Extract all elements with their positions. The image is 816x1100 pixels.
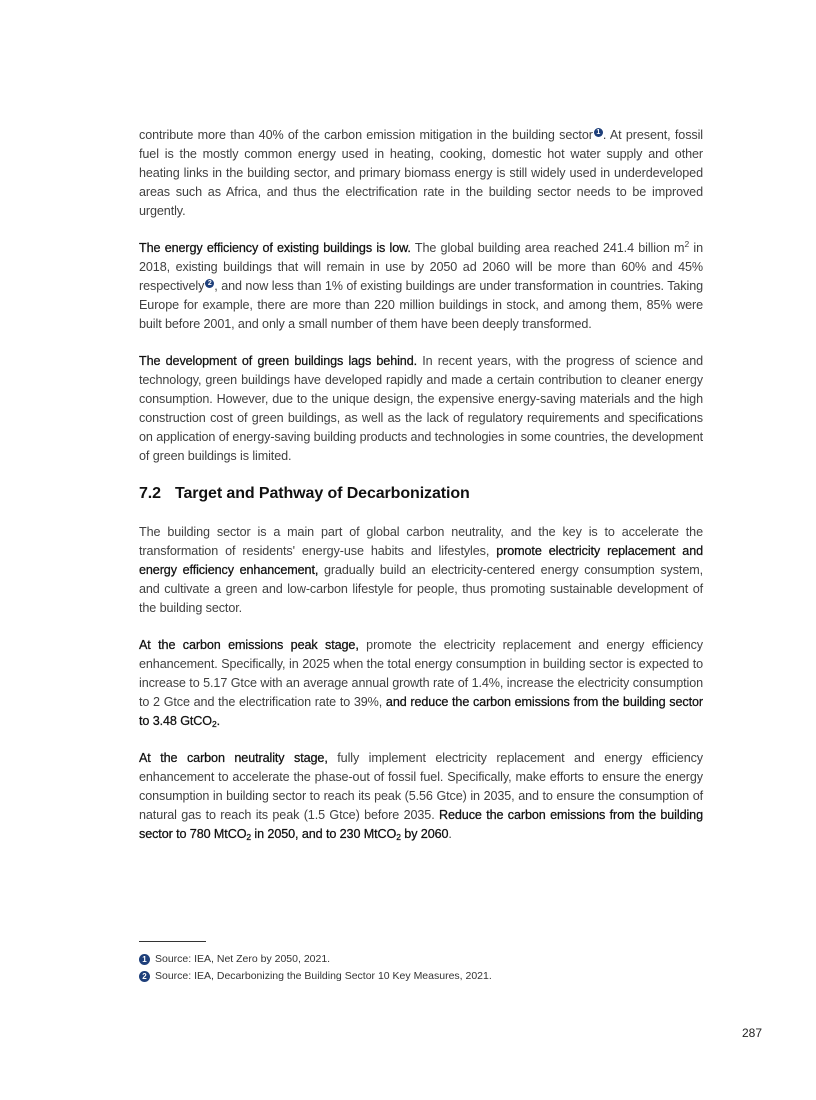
footnote-marker-2[interactable]: 2 — [205, 279, 214, 288]
paragraph-3 — [139, 352, 703, 466]
footnote-marker-1[interactable]: 1 — [594, 128, 603, 137]
text: The global building area reached 241.4 billion m — [410, 241, 685, 255]
text: Reduce the carbon emissions from the building sector to 780 MtCO — [139, 808, 703, 841]
text: The building sector is a main part of global carbon neutrality, and the key is to accelerate the transformation of residents' energy-use habits and lifestyles, — [139, 525, 703, 558]
paragraph-5 — [139, 636, 703, 731]
text: gradually build an electricity-centered energy consumption system, and cultivate a green and low-carbon lifestyle for people, thus promoting sustainable development of the building sector. — [139, 563, 704, 615]
text: and reduce the carbon emissions from the building sector to 3.48 GtCO — [139, 695, 704, 728]
footnote-divider — [139, 941, 206, 942]
text: fully implement electricity replacement and energy efficiency enhancement to accelerate the phase-out of fossil fuel. Specifically, make efforts to ensure the energy consumption in building sector to reach its peak (5.56 Gtce) in 2035, and to ensure the consumption of natural gas to reach its peak (1.5 Gtce) before 2035. — [139, 751, 703, 822]
subscript: 2 — [212, 719, 217, 729]
lead-sentence: At the carbon neutrality stage, — [139, 751, 328, 765]
footnote-1 — [139, 951, 703, 968]
text: . — [216, 714, 221, 728]
lead-sentence: At the carbon emissions peak stage, — [139, 638, 359, 652]
text: in 2018, existing buildings that will remain in use by 2050 ad 2060 will be more than 60% and 45% respectively — [139, 241, 703, 293]
text: in 2050, and to 230 MtCO — [251, 827, 397, 841]
footnote-2 — [139, 968, 703, 985]
page-number: 287 — [742, 1026, 763, 1040]
footnote-number-icon: 1 — [139, 954, 150, 965]
text: by 2060 — [400, 827, 449, 841]
lead-sentence: The development of green buildings lags behind. — [139, 354, 418, 368]
paragraph-2 — [139, 239, 703, 334]
text: promote the electricity replacement and energy efficiency enhancement. Specifically, in 2025 when the total energy consumption in building sector is expected to increase to 5.17 Gtce with an average annual growth rate of 1.4%, increase the electricity consumption to 2 Gtce and the electrification rate to 39%, — [139, 638, 704, 709]
section-number: 7.2 — [139, 485, 161, 502]
text: . At present, fossil fuel is the mostly common energy used in heating, cooking, domestic hot water supply and other heating links in the building sector, and primary biomass energy is still widely used in underdeveloped areas such as Africa, and thus the electrification rate in the building sector needs to be improved urgently. — [139, 128, 703, 218]
main-content — [139, 126, 703, 862]
footnote-text: Source: IEA, Decarbonizing the Building Sector 10 Key Measures, 2021. — [155, 970, 492, 982]
section-title: Target and Pathway of Decarbonization — [174, 485, 470, 502]
footnote-number-icon: 2 — [139, 971, 150, 982]
superscript: 2 — [684, 239, 690, 249]
text: , and now less than 1% of existing buildings are under transformation in countries. Taking Europe for example, there are more than 220 million buildings in stock, and among them, 85% were built before 2001, and only a small number of them have been deeply transformed. — [139, 279, 703, 331]
text: In recent years, with the progress of science and technology, green buildings have developed rapidly and made a certain contribution to cleaner energy consumption. However, due to the unique design, the expensive energy-saving materials and the high construction cost of green buildings, as well as the lack of regulatory requirements and specifications on application of energy-saving building products and technologies in some countries, the development of green buildings is limited. — [139, 354, 703, 463]
paragraph-4 — [139, 523, 703, 618]
text: contribute more than 40% of the carbon emission mitigation in the building sector — [139, 128, 593, 142]
lead-sentence: The energy efficiency of existing buildings is low. — [139, 241, 411, 255]
subscript: 2 — [396, 832, 401, 842]
section-heading — [139, 484, 703, 504]
text: . — [448, 827, 452, 841]
paragraph-1 — [139, 126, 703, 221]
footnotes — [139, 951, 703, 985]
emphasis: promote electricity replacement and energy efficiency enhancement, — [139, 544, 703, 577]
footnote-text: Source: IEA, Net Zero by 2050, 2021. — [155, 953, 331, 965]
subscript: 2 — [246, 832, 252, 842]
paragraph-6 — [139, 749, 703, 844]
